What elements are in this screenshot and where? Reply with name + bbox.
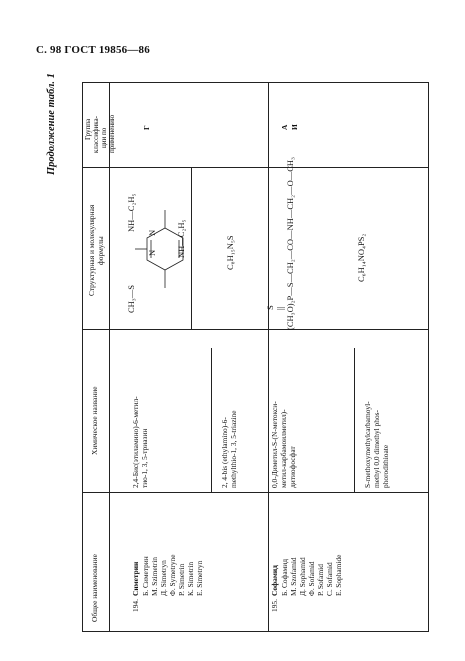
row-194-synonym: Е. Simetryn [195, 560, 204, 596]
col-header-structure-1: Структурная и молекулярная [87, 204, 96, 296]
row-195-group: А [280, 124, 289, 130]
row-194-struct-nh: NH—C₂H₅ [126, 193, 136, 232]
row-195-number: 195. [270, 599, 279, 612]
row-195-struct-formula: (CH₃O)₂P—S—CH₂—CO—NH—CH₂—O—CH₃ [285, 156, 295, 330]
row-195-name: Софамид [270, 565, 279, 596]
row-195-chem-en: S-methoxymethylcarbamoyl- [363, 401, 372, 488]
divider-header [109, 83, 110, 631]
row-195-molecular: C₆H₁₄NO₄PS₂ [356, 233, 366, 282]
row-194-struct-n: N [147, 249, 157, 256]
col-header-common: Общее наименование [90, 554, 99, 622]
row-195-synonym: Б. Софамид [280, 558, 289, 596]
row-194-struct-nh: NH—C₂H₅ [176, 219, 186, 258]
divider-chem-sub-2 [354, 348, 355, 492]
col-header-chemical: Химическое название [90, 386, 99, 455]
row-194-synonym: К. Simetrin [186, 561, 195, 596]
row-194-chem-ru: тио-1, 3, 5-триазин [140, 428, 149, 488]
row-195-struct-s: S [265, 305, 275, 310]
divider-chemical [83, 492, 428, 493]
row-194-synonym: Д. Simetryn [159, 560, 168, 596]
row-195-synonym: Р. Sofamid [316, 564, 325, 596]
row-195-chem-ru: 0,0-Диметил-S-(N-метокси- [270, 401, 279, 488]
divider-structure [83, 329, 428, 330]
col-header-group-4: применению [108, 114, 116, 153]
divider-row [268, 83, 269, 631]
row-195-struct-bond: || [275, 306, 285, 310]
page-header: С. 98 ГОСТ 19856—86 [36, 44, 150, 56]
row-195-chem-ru: дитиофосфат [288, 446, 297, 488]
row-194-chem-en: methylthio-1, 3, 5-triazine [229, 410, 238, 488]
row-194-chem-en: 2, 4-bis (ethylamino)-6- [220, 417, 229, 488]
table-caption: Продолжение табл. 1 [46, 73, 57, 175]
row-195-synonym: Е. Sophamide [334, 554, 343, 596]
row-194-synonym: Б. Симетрин [141, 556, 150, 596]
divider-group [83, 167, 428, 168]
col-header-group-3: ции по [100, 127, 108, 148]
col-header-group-2: классифика- [92, 116, 100, 153]
col-header-structure-2: формулы [96, 236, 105, 265]
row-195-synonym: М. Szofamid [289, 557, 298, 596]
row-194-number: 194. [131, 599, 140, 612]
row-194-synonym: Ф. Symetryne [168, 554, 177, 596]
row-195-chem-en: phorodithioate [381, 444, 390, 488]
row-194-molecular: C₈H₁₅N₅S [225, 235, 235, 270]
row-195-synonym: С. Sofamid [325, 562, 334, 596]
row-194-synonym: М. Szimetrin [150, 556, 159, 596]
data-table [82, 82, 429, 632]
row-194-name: Симетрин [131, 561, 140, 596]
row-195-synonym: Д. Sophamid [298, 557, 307, 596]
row-194-struct-left: CH₃—S [126, 285, 136, 313]
row-194-synonym: Р. Simetrin [177, 563, 186, 596]
row-195-group: И [290, 124, 299, 130]
row-194-struct-n: N [147, 229, 157, 236]
divider-chem-sub-1 [211, 348, 212, 492]
row-195-synonym: Ф. Sofamid [307, 561, 316, 596]
row-194-chem-ru: 2,4-Бис(этиламино)-6-метил- [131, 396, 140, 488]
col-header-group-1: Группа [84, 118, 92, 140]
row-195-chem-ru: метил-карбамоилметил)- [279, 409, 288, 488]
row-194-group: Г [142, 125, 151, 130]
row-195-chem-en: methyl 0,0 dimethyl phos- [372, 409, 381, 488]
